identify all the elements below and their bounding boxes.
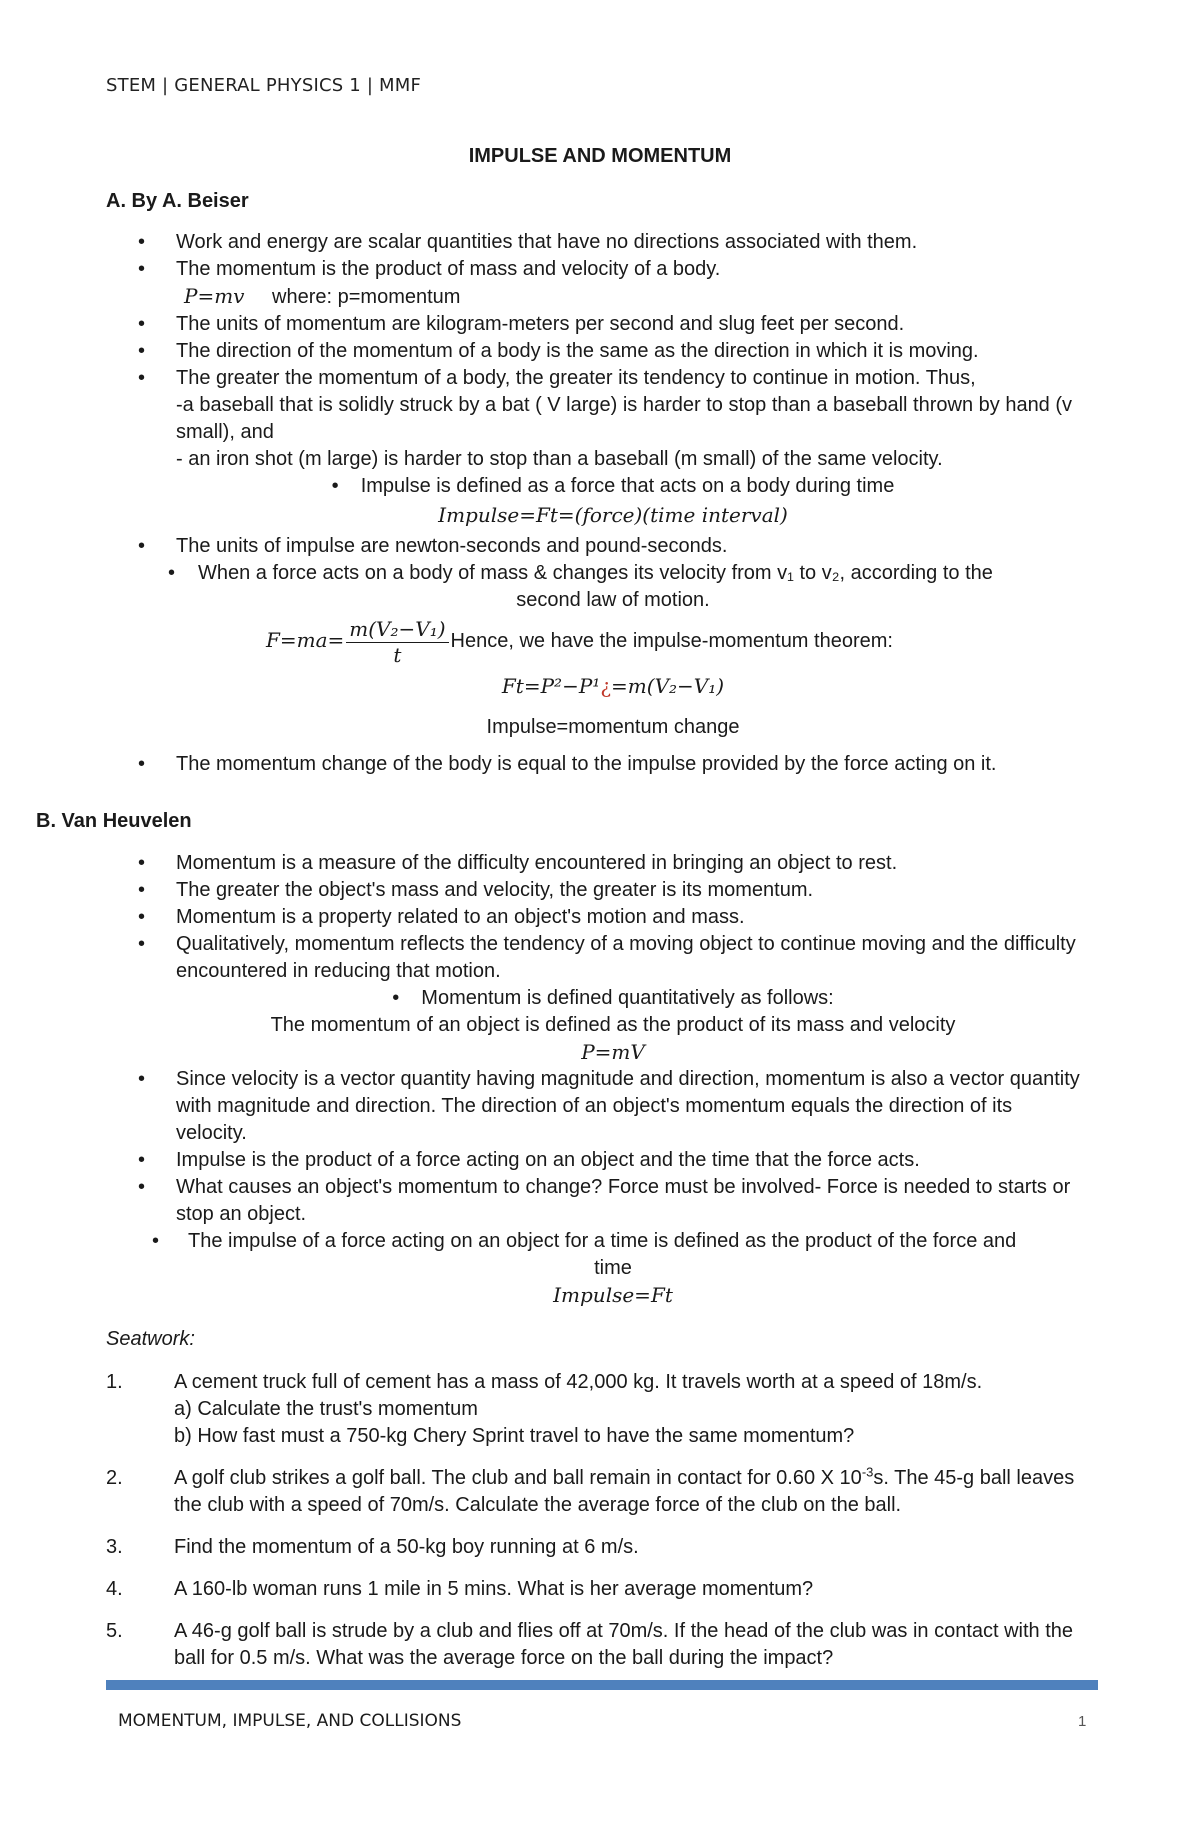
section-a-list xyxy=(138,229,1088,778)
momentum-definition-text: The momentum of an object is defined as the product of its mass and velocity xyxy=(270,1014,956,1036)
list-item-continuation: -a baseball that is solidly struck by a bat ( V large) is harder to stop than a baseball thrown by hand (v small), and xyxy=(176,394,1073,443)
fraction-denominator: t xyxy=(393,643,402,667)
list-item: • The direction of the momentum of a body is the same as the direction in which it is moving. xyxy=(138,338,1088,365)
list-item: • Qualitatively, momentum reflects the tendency of a moving object to continue moving and the difficulty encountered in reducing that motion. xyxy=(138,931,1088,985)
question-text-part: s. The 45-g ball leaves the club with a speed of 70m/s. Calculate the average force of the club on the ball. xyxy=(174,1467,1075,1516)
theorem-error-mark: ¿ xyxy=(600,674,612,698)
question-text: A cement truck full of cement has a mass of 42,000 kg. It travels worth at a speed of 18m/s. xyxy=(174,1371,983,1393)
section-b-heading: B. Van Heuvelen xyxy=(36,810,192,832)
seatwork-list xyxy=(106,1369,1096,1672)
item-number: 2. xyxy=(106,1467,123,1489)
list-item: • Momentum is a measure of the difficulty encountered in bringing an object to rest. xyxy=(138,850,1088,877)
list-item: • What causes an object's momentum to change? Force must be involved- Force is needed to starts or stop an object. xyxy=(138,1174,1088,1228)
theorem-part-a: Ft=P²−P¹ xyxy=(501,674,601,698)
bullet-icon: • xyxy=(392,987,400,1009)
seatwork-item xyxy=(106,1576,1096,1603)
item-number: 3. xyxy=(106,1536,123,1558)
page-header: STEM | GENERAL PHYSICS 1 | MMF xyxy=(106,75,422,96)
list-item-continuation: - an iron shot (m large) is harder to stop than a baseball (m small) of the same velocity. xyxy=(176,448,943,470)
question-subpart: a) Calculate the trust's momentum xyxy=(174,1398,478,1420)
seatwork-item xyxy=(106,1534,1096,1561)
list-item: • The momentum change of the body is equal to the impulse provided by the force acting on it. xyxy=(138,751,1088,778)
list-item: • The impulse of a force acting on an object for a time is defined as the product of the force and xyxy=(152,1228,1088,1255)
list-item: • The greater the object's mass and velocity, the greater is its momentum. xyxy=(138,877,1088,904)
item-number: 5. xyxy=(106,1620,123,1642)
fraction-numerator: m(V₂−V₁) xyxy=(346,616,448,643)
list-item: • The units of momentum are kilogram-meters per second and slug feet per second. xyxy=(138,311,1088,338)
momentum-formula-line xyxy=(138,283,1088,311)
list-item: • Impulse is the product of a force acting on an object and the time that the force acts. xyxy=(138,1147,1088,1174)
question-text: A 46-g golf ball is strude by a club and flies off at 70m/s. If the head of the club was in contact with the ball for 0.5 m/s. What was the average force on the ball during the impact? xyxy=(174,1620,1074,1669)
impulse-momentum-theorem xyxy=(138,673,1088,700)
newton-fraction xyxy=(346,616,448,667)
seatwork-item xyxy=(106,1465,1096,1519)
list-item-continuation: second law of motion. xyxy=(516,589,710,611)
question-text-part: A golf club strikes a golf ball. The club and ball remain in contact for 0.60 X 10 xyxy=(174,1467,862,1489)
quantitative-definition xyxy=(138,985,1088,1012)
seatwork-item xyxy=(106,1618,1096,1672)
footer-rule xyxy=(106,1680,1098,1690)
list-item: • The greater the momentum of a body, the greater its tendency to continue in motion. Thus, xyxy=(138,365,1088,392)
newton-formula-line xyxy=(138,616,1088,667)
newton-formula-lhs: F=ma= xyxy=(266,627,345,652)
theorem-part-b: =m(V₂−V₁) xyxy=(611,674,725,698)
list-item-continuation: time xyxy=(594,1257,632,1279)
momentum-where: where: p=momentum xyxy=(272,286,461,308)
list-item: • Since velocity is a vector quantity having magnitude and direction, momentum is also a vector quantity with magnitude and direction. The direction of an object's momentum equals the direction of its velocity. xyxy=(138,1066,1088,1147)
question-text: A 160-lb woman runs 1 mile in 5 mins. What is her average momentum? xyxy=(174,1578,814,1600)
momentum-formula: P=mv xyxy=(184,284,245,308)
exponent: -3 xyxy=(861,1464,874,1480)
bullet-icon: • xyxy=(331,475,339,497)
seatwork-label: Seatwork: xyxy=(106,1328,195,1350)
impulse-formula-ft: Impulse=Ft xyxy=(553,1283,673,1307)
seatwork-item xyxy=(106,1369,1096,1450)
section-a-heading: A. By A. Beiser xyxy=(106,190,249,212)
impulse-definition xyxy=(138,473,1088,500)
list-item: • When a force acts on a body of mass & changes its velocity from v₁ to v₂, according to the xyxy=(168,560,1088,587)
hence-text: Hence, we have the impulse-momentum theorem: xyxy=(450,629,893,652)
page-number: 1 xyxy=(1078,1713,1087,1730)
impulse-formula: Impulse=Ft=(force)(time interval) xyxy=(438,503,788,527)
momentum-formula-mv: P=mV xyxy=(581,1040,645,1064)
section-b-list xyxy=(138,850,1088,1309)
list-item: • The units of impulse are newton-seconds and pound-seconds. xyxy=(138,533,1088,560)
item-number: 4. xyxy=(106,1578,123,1600)
page-title: IMPULSE AND MOMENTUM xyxy=(468,145,732,167)
question-text xyxy=(174,1465,1096,1519)
question-subpart: b) How fast must a 750-kg Chery Sprint travel to have the same momentum? xyxy=(174,1425,855,1447)
impulse-momentum-statement: Impulse=momentum change xyxy=(486,716,740,738)
quantitative-definition-text: Momentum is defined quantitatively as follows: xyxy=(421,987,834,1009)
item-number: 1. xyxy=(106,1371,123,1393)
question-text: Find the momentum of a 50-kg boy running at 6 m/s. xyxy=(174,1536,639,1558)
impulse-definition-text: Impulse is defined as a force that acts on a body during time xyxy=(360,475,895,497)
list-item: • The momentum is the product of mass and velocity of a body. xyxy=(138,256,1088,283)
list-item: • Momentum is a property related to an object's motion and mass. xyxy=(138,904,1088,931)
list-item: • Work and energy are scalar quantities that have no directions associated with them. xyxy=(138,229,1088,256)
footer-title: MOMENTUM, IMPULSE, AND COLLISIONS xyxy=(118,1711,462,1731)
